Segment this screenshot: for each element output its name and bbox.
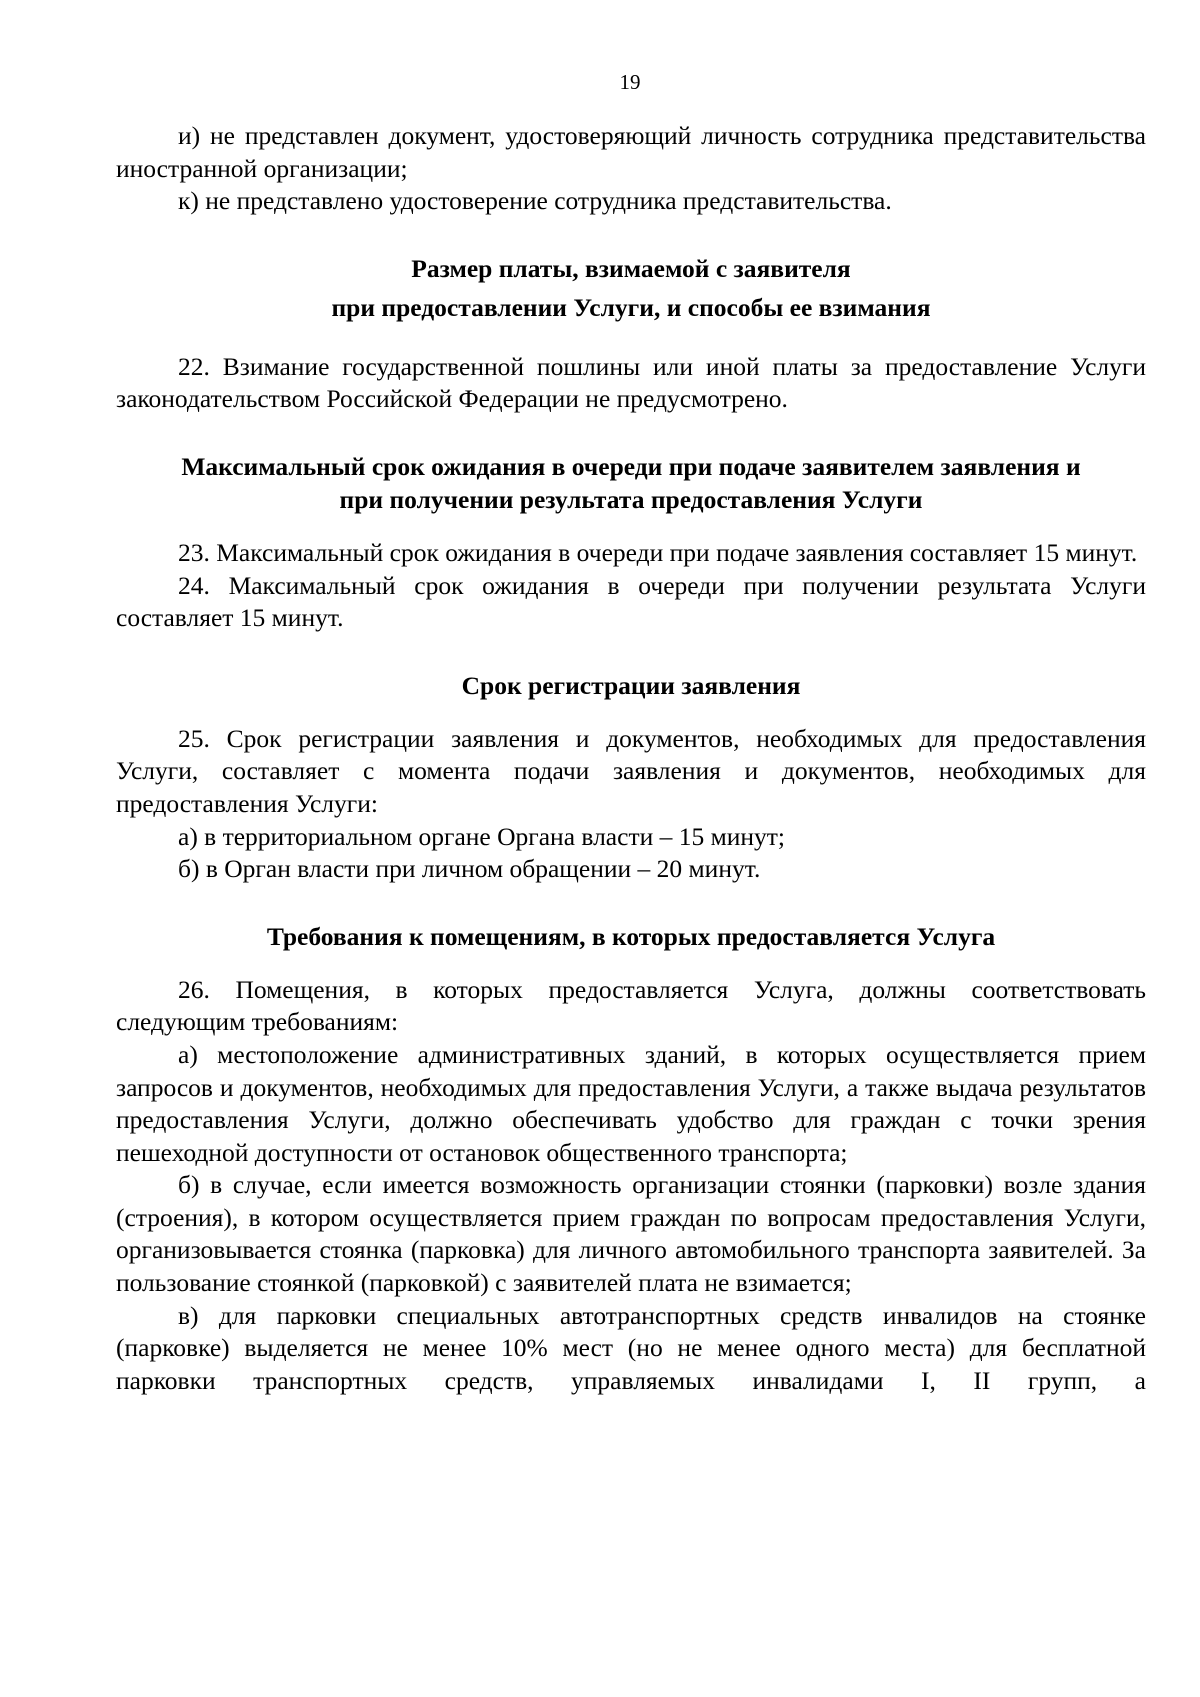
paragraph-25: 25. Срок регистрации заявления и документов, необходимых для предоставления Услуги, составляет с момента подачи заявления и документов, необходимых для предоставления Услуги: bbox=[116, 723, 1146, 818]
heading-premises: Требования к помещениям, в которых предоставляется Услуга bbox=[266, 921, 996, 951]
page-number: 19 bbox=[619, 70, 641, 94]
heading-queue-line2: при получении результата предоставления Услуги bbox=[339, 484, 923, 514]
heading-registration: Срок регистрации заявления bbox=[461, 670, 801, 700]
spacer bbox=[116, 886, 1146, 920]
spacer bbox=[116, 218, 1146, 252]
paragraph-25b: б) в Орган власти при личном обращении – 20 минут. bbox=[178, 854, 761, 884]
paragraph-22: 22. Взимание государственной пошлины или иной платы за предоставление Услуги законодательством Российской Федерации не предусмотрено. bbox=[116, 351, 1146, 414]
paragraph-25a: а) в территориальном органе Органа власти – 15 минут; bbox=[178, 821, 786, 851]
paragraph-item-k: к) не представлено удостоверение сотрудника представительства. bbox=[178, 186, 892, 216]
heading-fee-line1: Размер платы, взимаемой с заявителя bbox=[411, 253, 851, 283]
spacer bbox=[116, 330, 1146, 351]
spacer bbox=[116, 635, 1146, 669]
paragraph-26a: а) местоположение административных зданий, в которых осуществляется прием запросов и документов, необходимых для предоставления Услуги, а также выдача результатов предоставления Услуги, должно обеспечивать удобство для граждан с точки зрения пешеходной доступности от остановок общественного транспорта; bbox=[116, 1039, 1146, 1167]
paragraph-24: 24. Максимальный срок ожидания в очереди при получении результата Услуги составляет 15 минут. bbox=[116, 570, 1146, 633]
spacer bbox=[116, 416, 1146, 450]
paragraph-26: 26. Помещения, в которых предоставляется Услуга, должны соответствовать следующим требованиям: bbox=[116, 974, 1146, 1037]
paragraph-23: 23. Максимальный срок ожидания в очереди при подаче заявления составляет 15 минут. bbox=[178, 537, 1138, 567]
spacer bbox=[116, 702, 1146, 723]
document-body bbox=[116, 120, 1146, 1397]
spacer bbox=[116, 953, 1146, 974]
spacer bbox=[116, 516, 1146, 537]
paragraph-item-i: и) не представлен документ, удостоверяющий личность сотрудника представительства иностранной организации; bbox=[116, 121, 1146, 183]
heading-queue-line1: Максимальный срок ожидания в очереди при подаче заявителем заявления и bbox=[181, 451, 1081, 481]
paragraph-26b: б) в случае, если имеется возможность организации стоянки (парковки) возле здания (строения), в котором осуществляется прием граждан по вопросам предоставления Услуги, организовывается стоянка (парковка) для личного автомобильного транспорта заявителей. За пользование стоянкой (парковкой) с заявителей плата не взимается; bbox=[116, 1170, 1146, 1298]
paragraph-26v: в) для парковки специальных автотранспортных средств инвалидов на стоянке (парковке) выделяется не менее 10% мест (но не менее одного места) для бесплатной парковки транспортных средств, управляемых инвалидами I, II групп, а bbox=[116, 1300, 1146, 1395]
heading-fee-line2: при предоставлении Услуги, и способы ее взимания bbox=[331, 292, 931, 322]
